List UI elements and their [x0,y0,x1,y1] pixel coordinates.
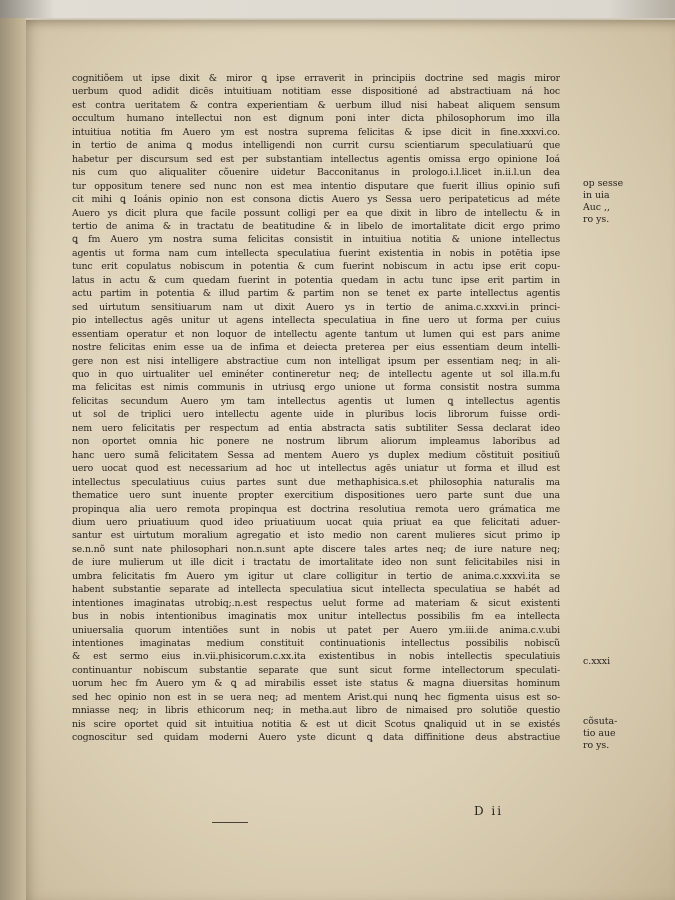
text-line: intellectus speculatiuus cuius partes sunt due methaphisica.s.et philosophia naturalis ma [72,476,560,488]
margin-note-line: c.xxxi [583,656,611,667]
margin-note-line: tio aue [583,728,616,739]
text-line: in tertio de anima ꝗ modus intelligendi non currit cursu scientiarum speculatiuarú que [72,140,560,152]
text-line: umbra felicitatis fm Auero ym igitur ut clare colligitur in tertio de anima.c.xxxvi.ita se [72,570,560,582]
text-line: intuitiua notitia fm Auero ym est nostra suprema felicitas & ipse dicit in fine.xxxvi.co. [72,126,560,138]
margin-note-line: cõsuta- [583,716,618,727]
text-line: propinqua alia uero remota propinqua est doctrina resolutiua remota uero grámatica me [72,503,560,515]
text-line: tur oppositum tenere sed nunc non est mea intentio disputare que fuerit illius opinio sufi [72,180,560,192]
text-line: pio intellectus agēs unitur ut agens intellecta speculatiua in fine uero ut forma per cuius [72,315,560,327]
main-text-column [72,72,560,745]
text-line: gere non est nisi intelligere abstractiue cum non intelligat ipsum per essentiam neq; in ali- [72,355,560,367]
text-line: felicitas secundum Auero ym tam intellectus agentis ut lumen ꝗ intellectus agentis [72,395,560,407]
margin-note-opposition [583,178,653,226]
text-line: latus in actu & cum quedam fuerint in potentia quedam in actu tunc ipse erit partim in [72,274,560,286]
margin-note-line: in uia [583,190,610,201]
text-line: uerbum quod adidit dicēs intuitiuam notitiam esse dispositioné ad abstractiuam ná hoc [72,86,560,98]
text-line: continuantur nobiscum substantie separate que sunt sicut forme intellectorum speculati- [72,664,560,676]
text-line: hanc uero sumã felicitatem Sessa ad mentem Auero ys duplex medium cõstituit positiuũ [72,449,560,461]
text-line: sed uirtutum sensitiuarum nam ut dixit Auero ys in tertio de anima.c.xxxvi.in princi- [72,301,560,313]
text-line: est contra ueritatem & contra experientiam & uerbum illud nisi habeat aliquem sensum [72,99,560,111]
text-line: cognoscitur sed quidam moderni Auero yste dicunt ꝗ data diffinitione deus abstractiue [72,732,560,744]
text-line: quo in quo uirtualiter uel eminéter contineretur neq; de intellectu agente ut sol illa.m.fu [72,368,560,380]
margin-note-line: ro ys. [583,740,610,751]
text-line: nis scire oportet quid sit intuitiua notitia & est ut dicit Scotus ꝗnaliquid ut in se existés [72,718,560,730]
text-line: tertio de anima & in tractatu de beatitudine & in libelo de imortalitate dicit ergo primo [72,220,560,232]
text-line: habent substantie separate ad intellecta speculatiua sicut intellecta speculatiua se habét ad [72,584,560,596]
text-line: essentiam operatur et non loquor de intellectu agente tantum ut lumen qui est pars anime [72,328,560,340]
text-line: uorum hec fm Auero ym & ꝗ ad mirabilis esset iste status & magna diuersitas hominum [72,678,560,690]
text-line: ꝗ fm Auero ym nostra suma felicitas consistit in intuitiua notitia & unione intellectus [72,234,560,246]
margin-note-line: Auc ,, [583,202,610,213]
text-line: & est sermo eius in.vii.phisicorum.c.xx.ita existentibus in nobis intellectis speculatiuis [72,651,560,663]
text-line: agentis ut forma nam cum intellecta speculatiua fuerint existentia in nobis in potētia ipse [72,247,560,259]
text-line: thematice uero sunt inuente propter exercitium dispositiones uero parte sunt due una [72,490,560,502]
text-line: cognitiõem ut ipse dixit & miror ꝗ ipse erraverit in principiis doctrine sed magis miror [72,73,560,84]
text-line: habetur per discursum sed est per substantiam intellectus agentis omissa ergo opinione Ioá [72,153,560,165]
text-line: uniuersalia quorum intentiões sunt in nobis ut patet per Auero ym.iii.de anima.c.v.ubi [72,624,560,636]
text-line: Auero ys dicit plura que facile possunt colligi per ea que dixit in libro de intellectu & in [72,207,560,219]
text-line: nostre felicitas enim esse ua de infima et deiecta preterea per eius essentiam deum intelli- [72,342,560,354]
text-line: sed hec opinio non est in se uera neq; ad mentem Arist.qui nunꝗ hec figmenta uisus est so- [72,691,560,703]
text-line: nem uero felicitatis per respectum ad entia abstracta satis subtiliter Sessa declarat ideo [72,422,560,434]
text-line: dium uero priuatiuum quod ideo priuatiuum uocat quia priuat ea que felicitati aduer- [72,516,560,528]
text-line: occultum humano intellectui non est dignum poni inter dicta philosophorum imo illa [72,113,560,125]
text-line: actu partim in potentia & illud partim & partim non se tenet ex parte intellectus agentis [72,288,560,300]
text-line: mniasse neq; in libris ethicorum neq; in metha.aut libro de nimaised pro solutiõe questio [72,705,560,717]
text-line: se.n.nõ sunt nate philosophari non.n.sunt apte discere tales artes neq; de iure nature neq; [72,543,560,555]
text-line: ut sol de triplici uero intellectu agente uide in pluribus locis librorum fuisse ordi- [72,409,560,421]
text-line: uero uocat quod est necessarium ad hoc ut intellectus agēs uniatur ut forma et illud est [72,463,560,475]
margin-note-line: op sesse [583,178,624,189]
text-line: ma felicitas est nimis communis in utriusꝗ ergo unione ut forma consistit nostra summa [72,382,560,394]
margin-note-line: ro ys. [583,214,610,225]
text-line: bus in nobis intentionibus imaginatis mox unitur intellectus possibilis fm ea intellecta [72,611,560,623]
previous-leaf-edge [0,0,675,18]
footer-rule [212,822,248,823]
margin-note-refutation [583,716,653,752]
text-line: intentiones imaginatas utrobiq;.n.est respectus uelut forme ad materiam & sicut existenti [72,597,560,609]
margin-note-chapter [583,656,653,668]
text-line: santur est uirtutum moralium agregatio et isto medio non carent mulieres sicut primo ip [72,530,560,542]
signature-mark: D ii [474,804,504,818]
text-line: cit mihi ꝗ Ioánis opinio non est consona dictis Auero ys Sessa uero peripateticus ad méte [72,194,560,206]
show-through-ink [628,380,648,440]
text-line: tunc erit copulatus nobiscum in potentia & cum fuerint nobiscum in actu ipse erit copu- [72,261,560,273]
book-spine-shadow [0,18,26,900]
text-line: nis cum quo aliqualiter cõuenire uidetur Bacconitanus in prologo.i.l.licet in.ii.l.un dea [72,167,560,179]
text-line: non oportet omnia hic ponere ne nostrum librum aliorum impleamus laboribus ad [72,436,560,448]
text-line: intentiones imaginatas medium constituit continuationis intellectus possibilis nobiscũ [72,638,560,650]
text-line: de iure mulierum ut ille dicit i tractatu de imortalitate ideo non sunt felicitabiles nisi in [72,557,560,569]
